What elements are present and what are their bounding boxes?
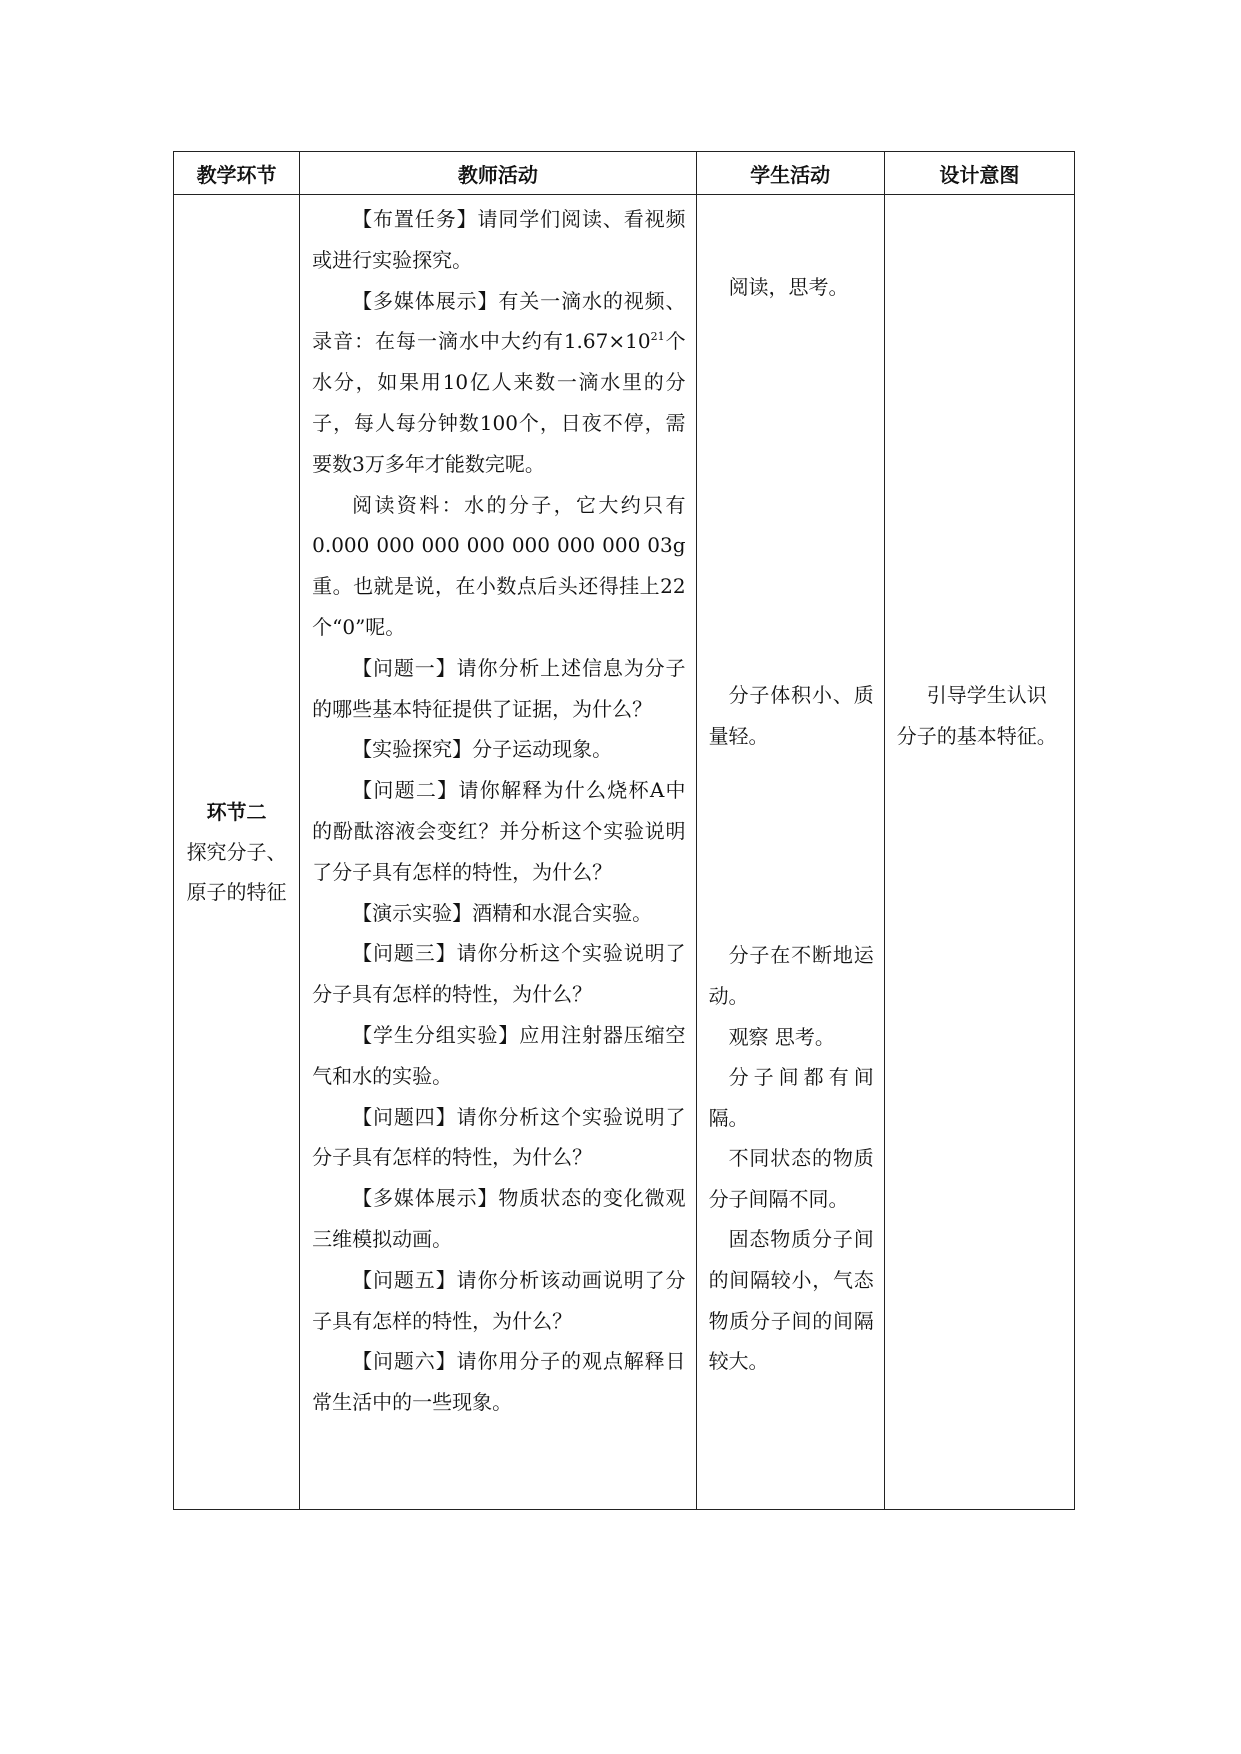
teacher-paragraph: 【问题三】请你分析这个实验说明了分子具有怎样的特性，为什么？ — [312, 941, 686, 1007]
student-activity-item: 阅读，思考。 — [728, 275, 849, 299]
student-activity-item: 固态物质分子间的间隔较小，气态物质分子间的间隔较大。 — [708, 1227, 874, 1374]
teacher-paragraph: 【学生分组实验】应用注射器压缩空气和水的实验。 — [312, 1022, 686, 1088]
teacher-paragraph: 【实验探究】分子运动现象。 — [352, 737, 613, 762]
teacher-paragraph: 【问题五】请你分析该动画说明了分子具有怎样的特性，为什么？ — [312, 1267, 686, 1333]
teacher-paragraph: 【多媒体展示】有关一滴水的视频、录音：在每一滴水中大约有$1.67\times 10^{21}$个水分，如果用10亿人来数一滴水里的分子，每人每分钟数100个，日夜不停，需要数3万多年才能数完呢。 — [312, 288, 686, 476]
header-student-activity: 学生活动 — [696, 152, 884, 195]
student-activity-item: 分子在不断地运动。 — [708, 943, 874, 1008]
teacher-paragraph: 【布置任务】请同学们阅读、看视频或进行实验探究。 — [312, 207, 686, 272]
teacher-paragraph: 阅读资料：水的分子，它大约只有0.000 000 000 000 000 000 000 03g重。也就是说，在小数点后头还得挂上22个“0”呢。 — [312, 492, 686, 639]
teacher-paragraph: 【问题一】请你分析上述信息为分子的哪些基本特征提供了证据，为什么？ — [312, 655, 686, 721]
teacher-paragraph: 【问题四】请你分析这个实验说明了分子具有怎样的特性，为什么？ — [312, 1104, 686, 1170]
teacher-paragraph: 【多媒体展示】物质状态的变化微观三维模拟动画。 — [312, 1186, 686, 1251]
header-stage: 教学环节 — [174, 152, 300, 195]
student-activity-item: 不同状态的物质分子间隔不同。 — [708, 1146, 874, 1211]
design-intent-cell — [884, 195, 1074, 1510]
teacher-paragraph: 【问题六】请你用分子的观点解释日常生活中的一些现象。 — [312, 1349, 686, 1415]
teacher-activity-cell — [300, 195, 696, 1510]
table-row — [174, 195, 1075, 1510]
header-teacher-activity: 教师活动 — [300, 152, 696, 195]
stage-description: 探究分子、原子的特征 — [186, 840, 287, 904]
table-header-row — [174, 152, 1075, 195]
student-activity-item: 观察 思考。 — [728, 1025, 835, 1049]
stage-title: 环节二 — [206, 800, 267, 824]
design-intent-item: 引导学生认识分子的基本特征。 — [896, 683, 1057, 748]
lesson-plan-table — [173, 151, 1075, 1510]
teacher-paragraph: 【演示实验】酒精和水混合实验。 — [352, 900, 653, 925]
stage-cell — [174, 195, 300, 1510]
student-activity-item: 分子体积小、质量轻。 — [708, 683, 874, 748]
teacher-activity-text — [300, 195, 695, 1423]
teacher-paragraph: 【问题二】请你解释为什么烧杯A中的酚酞溶液会变红？并分析这个实验说明了分子具有怎样的特性，为什么？ — [312, 778, 686, 884]
student-activity-item: 分子间都有间隔。 — [708, 1065, 874, 1130]
header-design-intent: 设计意图 — [884, 152, 1074, 195]
student-activity-cell — [696, 195, 884, 1510]
